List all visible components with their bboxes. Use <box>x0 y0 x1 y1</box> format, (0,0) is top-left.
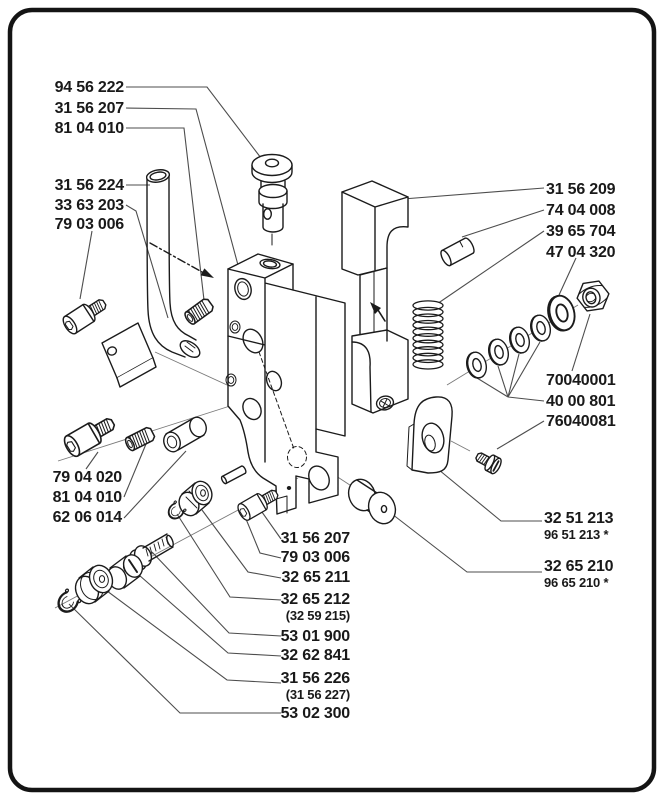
part-label: 62 06 014 <box>52 509 122 526</box>
part-label: 31 56 207 <box>54 100 124 117</box>
part-label: 47 04 320 <box>546 244 616 261</box>
part-label-alt: 96 51 213 * <box>544 527 609 543</box>
part-label: 31 56 209 <box>546 181 616 198</box>
part-label: 79 04 020 <box>52 469 122 486</box>
part-label: 79 03 006 <box>280 549 350 566</box>
part-label: 39 65 704 <box>546 223 616 240</box>
part-label: 81 04 010 <box>52 489 122 506</box>
part-label: 32 65 212 (32 59 215) <box>280 591 350 624</box>
part-label: 31 56 224 <box>54 177 124 194</box>
part-label: 76040081 <box>546 413 616 430</box>
part-label: 53 01 900 <box>280 628 350 645</box>
part-label: 81 04 010 <box>54 120 124 137</box>
part-label: 31 56 226 (31 56 227) <box>280 670 350 703</box>
part-label-alt: 96 65 210 * <box>544 575 609 591</box>
part-label: 70040001 <box>546 372 616 389</box>
part-label: 74 04 008 <box>546 202 616 219</box>
part-label: 40 00 801 <box>546 393 616 410</box>
part-label: 32 65 211 <box>281 569 350 586</box>
part-label: 94 56 222 <box>54 79 124 96</box>
part-label: 32 62 841 <box>280 647 350 664</box>
part-label: 31 56 207 <box>280 530 350 547</box>
part-label: 32 65 210 96 65 210 * <box>544 558 614 591</box>
part-label-alt: (32 59 215) <box>285 608 350 624</box>
part-label: 32 51 213 96 51 213 * <box>544 510 614 543</box>
part-label: 79 03 006 <box>54 216 124 233</box>
part-label: 33 63 203 <box>54 197 124 214</box>
part-label-alt: (31 56 227) <box>285 687 350 703</box>
part-label: 53 02 300 <box>280 705 350 722</box>
